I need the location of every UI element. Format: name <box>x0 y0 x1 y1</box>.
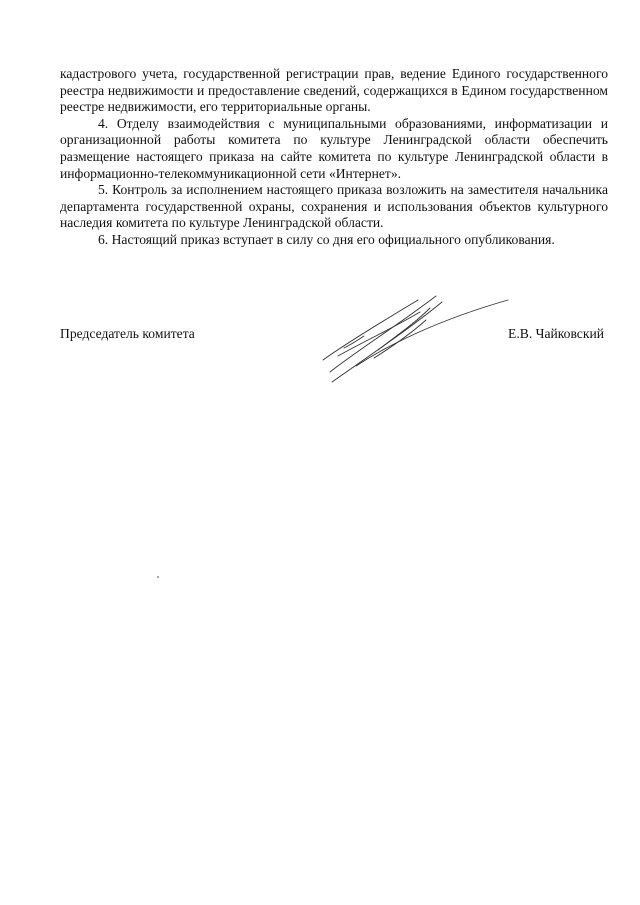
signatory-role: Председатель комитета <box>60 326 195 341</box>
document-body <box>60 66 608 249</box>
handwritten-signature <box>318 290 518 390</box>
paragraph-item-6: 6. Настоящий приказ вступает в силу со дня его официального опубликования. <box>98 231 555 247</box>
paragraph-continuation: кадастрового учета, государственной регистрации прав, ведение Единого государственного реестра недвижимости и предоставление сведений, содержащихся в Едином государственном реестре недвижимости, его территориальные органы. <box>60 66 608 115</box>
scan-speck <box>157 576 159 578</box>
paragraph-item-5: 5. Контроль за исполнением настоящего приказа возложить на заместителя начальника департамента государственной охраны, сохранения и использования объектов культурного наследия комитета по культуре Ленинградской области. <box>60 182 608 231</box>
paragraph-item-4: 4. Отделу взаимодействия с муниципальными образованиями, информатизации и организационной работы комитета по культуре Ленинградской области обеспечить размещение настоящего приказа на сайте комитета по культуре Ленинградской области в информационно-телекоммуникационной сети «Интернет». <box>60 115 608 181</box>
signatory-name: Е.В. Чайковский <box>508 326 604 341</box>
